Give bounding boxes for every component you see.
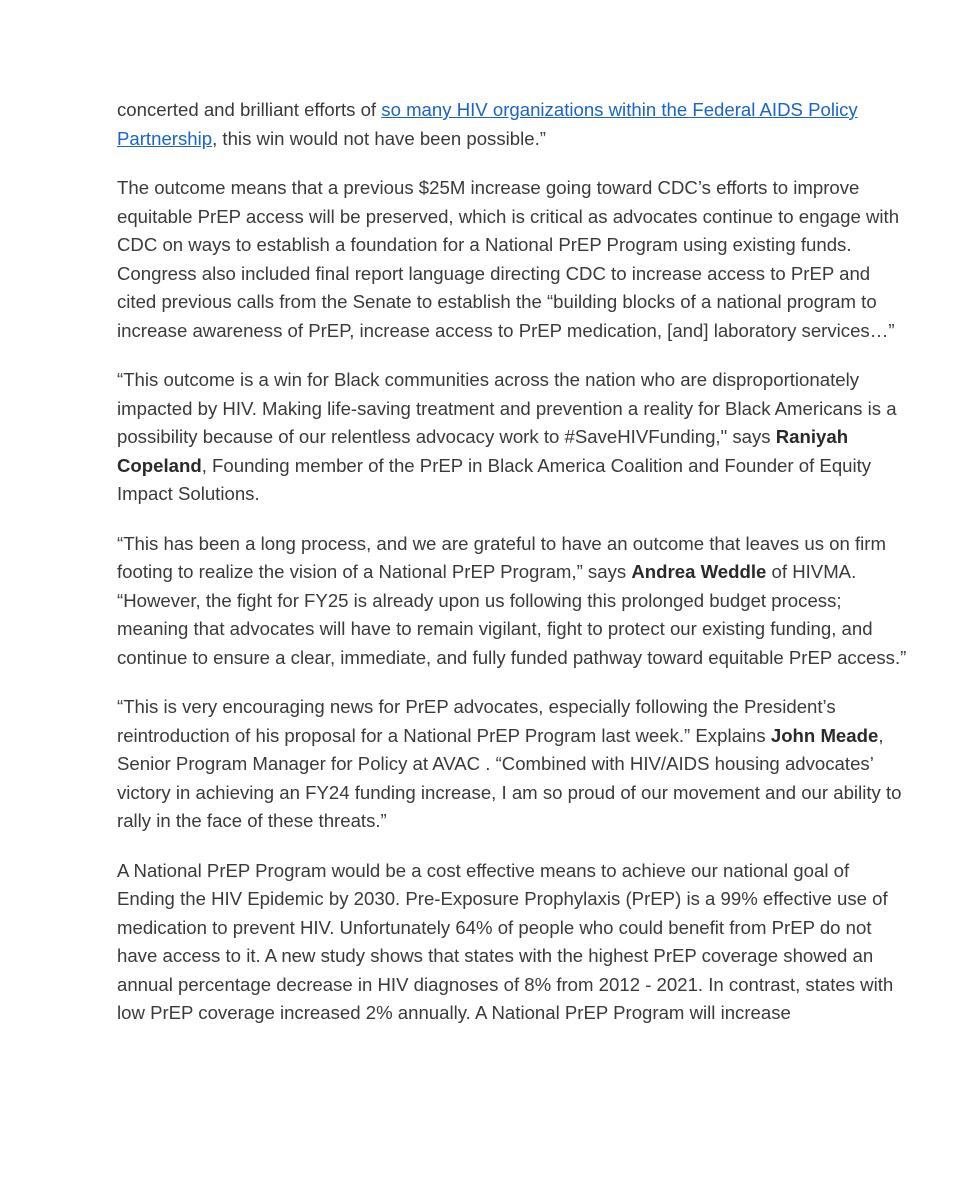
paragraph-cdc-outcome [117,174,907,345]
paragraph-text: , Founding member of the PrEP in Black America Coalition and Founder of Equity Impact Solutions. [117,454,872,504]
paragraph-text: “This is very encouraging news for PrEP advocates, especially following the President’s reintroduction of his proposal for a National PrEP Program last week.” Explains [117,696,836,746]
speaker-name: John Meade [770,724,879,746]
speaker-name: Raniyah Copeland [117,426,849,476]
paragraph-text: “This outcome is a win for Black communities across the nation who are disproportionately impacted by HIV. Making life-saving treatment and prevention a reality for Black Americans is a possibility because of our relentless advocacy work to #SaveHIVFunding," says [117,369,897,447]
paragraph-text: The outcome means that a previous $25M increase going toward CDC’s efforts to improve equitable PrEP access will be preserved, which is critical as advocates continue to engage with CDC on ways to establish a foundation for a National PrEP Program using existing funds. Congress also included final report language directing CDC to increase access to PrEP and cited previous calls from the Senate to establish the “building blocks of a national program to increase awareness of PrEP, increase access to PrEP medication, [and] laboratory services…” [117,177,900,341]
paragraph-text: of HIVMA. “However, the fight for FY25 is already upon us following this prolonged budget process; meaning that advocates will have to remain vigilant, fight to protect our existing funding, and continue to ensure a clear, immediate, and fully funded pathway toward equitable PrEP access.” [117,561,907,668]
federal-aids-policy-partnership-link[interactable]: so many HIV organizations within the Federal AIDS Policy Partnership [117,99,858,149]
speaker-name: Andrea Weddle [631,561,767,582]
paragraph-text: , this win would not have been possible.” [212,127,546,149]
paragraph-national-prep-program [117,857,907,1028]
paragraph-text: A National PrEP Program would be a cost effective means to achieve our national goal of Ending the HIV Epidemic by 2030. Pre-Exposure Prophylaxis (PrEP) is a 99% effective use of medication to prevent HIV. Unfortunately 64% of people who could benefit from PrEP do not have access to it. A new study shows that states with the highest PrEP coverage showed an annual percentage decrease in HIV diagnoses of 8% from 2012 - 2021. In contrast, states with low PrEP coverage increased 2% annually. A National PrEP Program will increase [117,859,894,1023]
paragraph-weddle-quote [117,530,907,673]
paragraph-text: “This has been a long process, and we are grateful to have an outcome that leaves us on firm footing to realize the vision of a National PrEP Program,” says [117,532,886,582]
paragraph-text: , Senior Program Manager for Policy at AVAC . “Combined with HIV/AIDS housing advocates’ victory in achieving an FY24 funding increase, I am so proud of our movement and our ability to rally in the face of these threats.” [117,724,902,831]
paragraph-copeland-quote [117,366,907,509]
document-body [117,96,907,1049]
paragraph-meade-quote [117,693,907,836]
paragraph-federal-aids-policy [117,96,907,153]
paragraph-text: concerted and brilliant efforts of [117,99,382,120]
